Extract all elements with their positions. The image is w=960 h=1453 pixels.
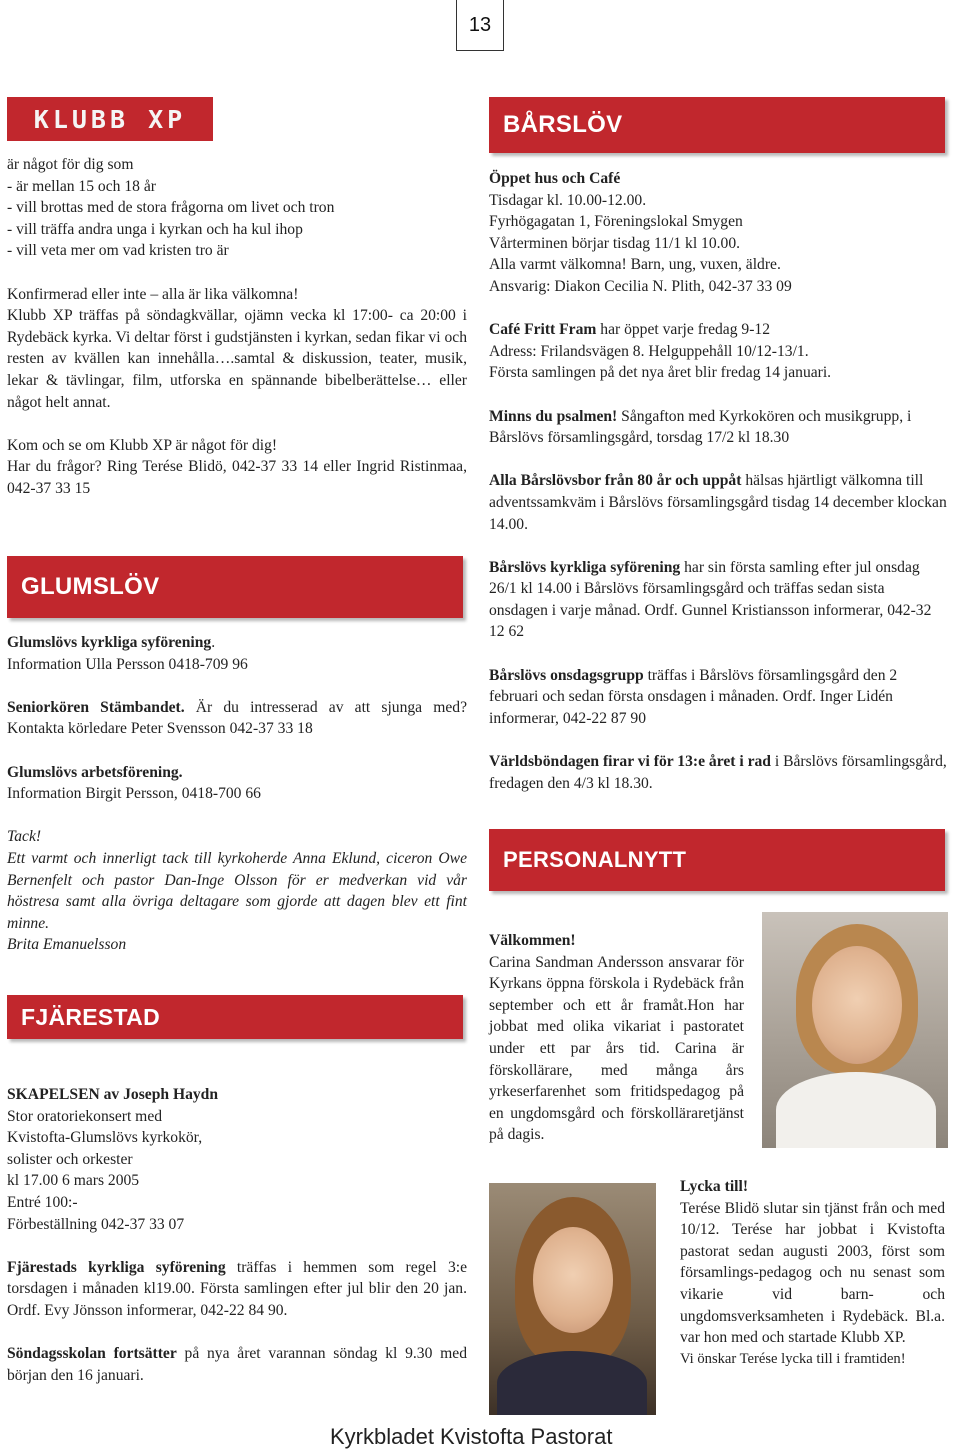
tack-heading: Tack! [7,828,42,846]
valkommen-body: Carina Sandman Andersson ansvarar för Kyrkans öppna förskola i Rydebäck från september och ett år framåt.Hon har jobbat med olika vikariat i pastoratet under ett par års tid. Carina är förskollärare, med många års yrkeserfarenhet som fritidspedagog på en ungdomsgård och förskolläraretjänst på dagis. [489,953,744,1144]
klubb-intro-5: - vill veta mer om vad kristen tro är [7,242,229,260]
adventssamkvam-text: hälsas hjärtligt välkomna till adventssamkväm i Bårslövs församlingsgård tisdag 14 december klockan 14.00. [489,472,947,533]
barslov-syforening-title: Bårslövs kyrkliga syförening [489,558,681,576]
klubb-invite: Kom och se om Klubb XP är något för dig! [7,436,278,454]
fritt-fram-title: Café Fritt Fram [489,321,597,339]
skapelsen-line-2: Kvistofta-Glumslövs kyrkokör, [7,1129,203,1147]
glumslov-syforening-info: Information Ulla Persson 0418-709 96 [7,655,248,673]
terese-shirt [497,1351,647,1415]
page-number: 13 [456,0,504,51]
carina-shirt [776,1072,936,1148]
klubb-description: Klubb XP träffas på söndagkvällar, ojämn vecka kl 17:00- ca 20:00 i Rydebäck kyrka. Vi deltar först i gudstjänsten i kyrkan, sedan fikar vi och resten av kvällen kan innehålla….samtal & diskussion, teater, musik, lekar & tävlingar, film, utforska en spännande bibelberättelse… eller något helt annat. [7,307,467,411]
skapelsen-line-4: kl 17.00 6 mars 2005 [7,1172,140,1190]
fjarestad-syforening-text: träffas i hemmen som regel 3:e torsdagen i månaden kl19.00. Första samlingen efter jul blir den 20 jan. Ordf. Evy Jönsson informerar, 042-22 84 90. [7,1258,467,1319]
barslov-syforening-text: har sin första samling efter jul onsdag 26/1 kl 14.00 i Bårslövs församlingsgård och träffas sedan sista onsdagen i varje månad. Ordf. Gunnel Kristiansson informerar, 042-32 12 62 [489,558,932,641]
arbetsforening-title: Glumslövs arbetsförening. [7,763,183,781]
fjarestad-section [7,1084,467,1386]
sondagsskolan-title: Söndagsskolan fortsätter [7,1345,177,1363]
cafe-line-4: Alla varmt välkomna! Barn, ung, vuxen, äldre. [489,256,781,274]
lycka-till-closing: Vi önskar Terése lycka till i framtiden! [680,1350,906,1367]
klubb-contact: Har du frågor? Ring Terése Blidö, 042-37 33 14 eller Ingrid Ristinmaa, 042-37 33 15 [7,458,467,497]
carina-face [812,946,902,1064]
adventssamkvam-title: Alla Bårslövsbor från 80 år och uppåt [489,472,742,490]
barslov-section [489,168,947,794]
fjarestad-syforening-title: Fjärestads kyrkliga syförening [7,1258,226,1276]
minns-title: Minns du psalmen! [489,407,618,425]
skapelsen-title: SKAPELSEN av Joseph Haydn [7,1086,219,1103]
glumslov-banner: GLUMSLÖV [7,556,463,618]
klubb-intro-1: är något för dig som [7,156,134,173]
sondagsskolan-text: på nya året varannan söndag kl 9.30 med början den 16 januari. [7,1345,467,1384]
onsdagsgrupp-title: Bårslövs onsdagsgrupp [489,666,644,684]
terese-photo [489,1183,656,1415]
fritt-fram-line-1: Adress: Frilandsvägen 8. Helguppehåll 10/12-13/1. [489,342,809,360]
stambandet-text: Är du intresserad av att sjunga med? Kontakta körledare Peter Svensson 042-37 33 18 [7,698,467,738]
stambandet-title: Seniorkören Stämbandet. [7,698,185,716]
varldsbondagen-text: i Bårslövs församlingsgård, fredagen den 4/3 kl 18.30. [489,753,947,792]
skapelsen-line-5: Entré 100:- [7,1193,78,1211]
cafe-line-1: Tisdagar kl. 10.00-12.00. [489,191,647,209]
klubb-intro-3: - vill brottas med de stora frågorna om livet och tron [7,199,335,217]
fritt-fram-text: har öppet varje fredag 9-12 [596,321,770,339]
skapelsen-line-6: Förbeställning 042-37 33 07 [7,1215,185,1233]
valkommen-heading: Välkommen! [489,932,576,949]
klubb-xp-logo: KLUBB XP [7,97,213,141]
terese-face [533,1227,613,1333]
barslov-banner: BÅRSLÖV [489,97,945,153]
carina-photo [762,912,948,1148]
klubb-xp-section [7,154,467,500]
glumslov-section [7,632,467,956]
arbetsforening-info: Information Birgit Persson, 0418-700 66 [7,785,261,803]
tack-signature: Brita Emanuelsson [7,936,127,954]
cafe-line-5: Ansvarig: Diakon Cecilia N. Plith, 042-37 33 09 [489,277,792,295]
skapelsen-line-1: Stor oratoriekonsert med [7,1107,163,1125]
lycka-till-section [680,1176,945,1370]
lycka-till-body: Terése Blidö slutar sin tjänst från och med 10/12. Terése har jobbat i Kvistofta pastorat sedan augusti 2003, först som församlings-pedagog och nu senast som vikarie vid barn- och ungdomsverksamheten i Rydebäck. Bl.a. var hon med och startade Klubb XP. [680,1199,945,1347]
fjarestad-banner: FJÄRESTAD [7,995,463,1039]
fritt-fram-line-2: Första samlingen på det nya året blir fredag 14 januari. [489,364,832,382]
glumslov-syforening-title: Glumslövs kyrkliga syförening [7,634,212,651]
varldsbondagen-title: Världsböndagen firar vi för 13:e året i rad [489,753,771,771]
glumslov-syforening-punct: . [211,634,216,651]
lycka-till-heading: Lycka till! [680,1178,749,1195]
cafe-line-2: Fyrhögagatan 1, Föreningslokal Smygen [489,213,743,231]
klubb-intro-4: - vill träffa andra unga i kyrkan och ha kul ihop [7,220,303,238]
cafe-heading: Öppet hus och Café [489,170,621,187]
klubb-welcome: Konfirmerad eller inte – alla är lika välkomna! [7,285,299,303]
personalnytt-banner: PERSONALNYTT [489,829,945,891]
cafe-line-3: Vårterminen börjar tisdag 11/1 kl 10.00. [489,234,741,252]
minns-text: Sångafton med Kyrkokören och musikgrupp, i Bårslövs församlingsgård, torsdag 17/2 kl 18.30 [489,407,912,447]
tack-body: Ett varmt och innerligt tack till kyrkoherde Anna Eklund, ciceron Owe Bernenfelt och pastor Dan-Inge Olsson för er medverkan vid vår höstresa samt alla övriga deltagare som gjorde att dagen blev ett fint minne. [7,849,467,932]
skapelsen-line-3: solister och orkester [7,1150,133,1168]
valkommen-section [489,930,744,1146]
footer-title: Kyrkbladet Kvistofta Pastorat [330,1424,613,1449]
onsdagsgrupp-text: träffas i Bårslövs församlingsgård den 2 februari och sedan första onsdagen i månaden. Ordf. Inger Lidén informerar, 042-22 87 90 [489,666,898,727]
klubb-intro-2: - är mellan 15 och 18 år [7,177,156,195]
